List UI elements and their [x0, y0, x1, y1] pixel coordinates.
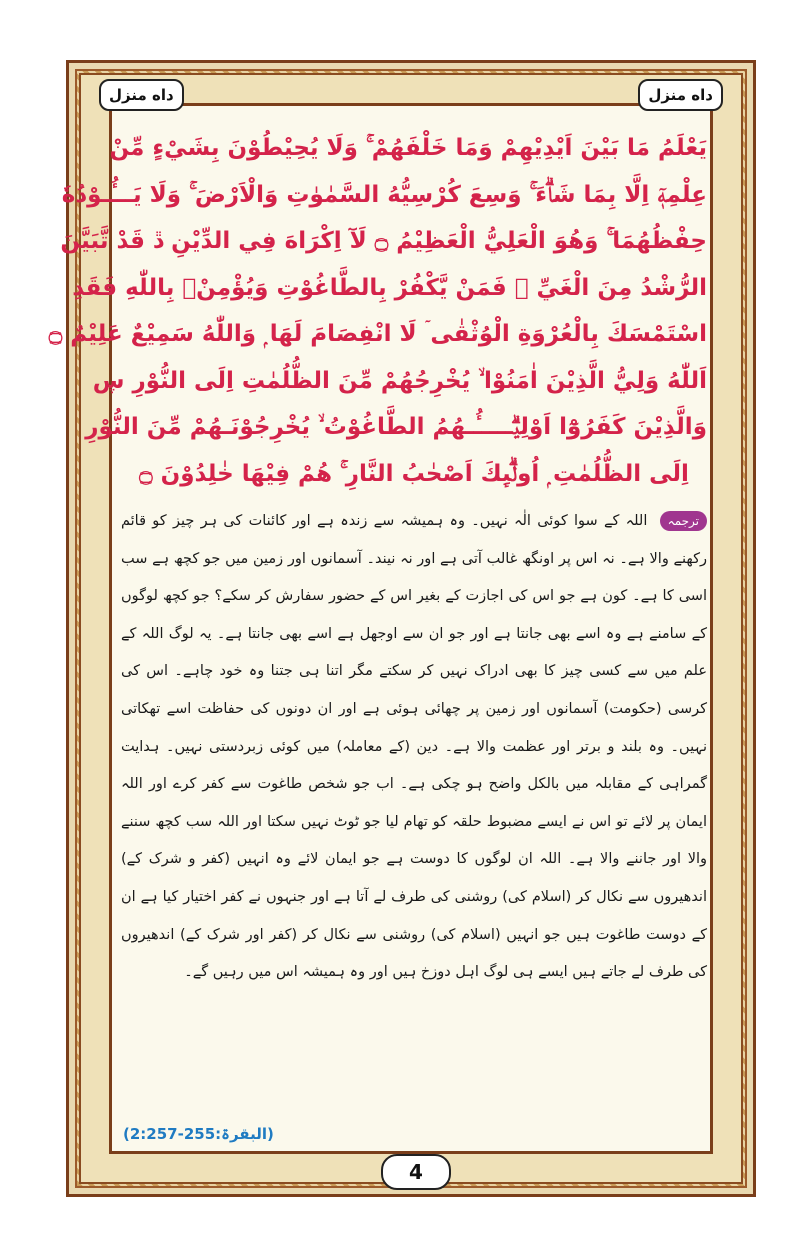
arabic-line-5: اسْتَمْسَكَ بِالْعُرْوَةِ الْوُثْقٰى ۤ لَا انْفِصَامَ لَهَا ۭ وَاللّٰهُ سَمِيْعٌ عَلِيْمٌ ۝	[48, 321, 707, 347]
arabic-line-3: حِفْظُهُمَا ۚ وَھُوَ الْعَلِيُّ الْعَظِيْمُ ۝ لَآ اِكْرَاهَ فِي الدِّيْنِ ڐ قَدْ تَّبَيَّنَ	[60, 228, 707, 254]
urdu-translation	[121, 503, 707, 992]
arabic-line-4: الرُّشْدُ مِنَ الْغَيِّ ۚ فَمَنْ يَّكْفُرْ بِالطَّاغُوْتِ وَيُؤْمِنْۢ بِاللّٰهِ فَقَدِ	[72, 274, 707, 301]
verse-reference: (2:البقرۃ:255-257)	[123, 1125, 274, 1143]
manzil-label-left: داه منزل	[99, 79, 184, 111]
page-number: 4	[381, 1154, 451, 1190]
arabic-line-1: يَعْلَمُ مَا بَيْنَ اَيْدِيْهِمْ وَمَا خَلْفَهُمْ ۚ وَلَا يُحِيْطُوْنَ بِشَيْءٍ مِّنْ	[109, 135, 707, 161]
manzil-label-right: داه منزل	[638, 79, 723, 111]
page-content	[48, 125, 707, 1135]
translation-badge: ترجمہ	[660, 511, 707, 531]
arabic-line-7: وَالَّذِيْنَ كَفَرُوْٓا اَوْلِيٰۗـــــُٔـھُمُ الطَّاغُوْتُ ۙ يُخْرِجُوْنَـھُمْ مِّنَ النُّوْرِ	[85, 414, 707, 440]
translation-text: اللہ کے سوا کوئی الٰہ نہیں۔ وہ ہمیشہ سے زندہ ہے اور کائنات کی ہر چیز کو قائم رکھنے والا ہے۔ نہ اس پر اونگھ غالب آتی ہے اور نہ نیند۔ آسمانوں اور زمین میں جو کچھ ہے سب اسی کا ہے۔ کون ہے جو اس کی اجازت کے بغیر اس کے حضور سفارش کر سکے؟ جو کچھ لوگوں کے سامنے ہے وہ اسے بھی جانتا ہے اور جو ان سے اوجھل ہے اسے بھی جانتا ہے۔ یہ لوگ اللہ کے علم میں سے کسی چیز کا بھی ادراک نہیں کر سکتے مگر اتنا ہی جتنا وہ خود چاہے۔ اس کی کرسی (حکومت) آسمانوں اور زمین پر چھائی ہوئی ہے اور ان دونوں کی حفاظت اسے تھکاتی نہیں۔ وہ بلند و برتر اور عظمت والا ہے۔ دین (کے معاملہ) میں کوئی زبردستی نہیں۔ ہدایت گمراہی کے مقابلہ میں بالکل واضح ہو چکی ہے۔ اب جو شخص طاغوت سے کفر کرے اور اللہ ایمان پر لائے تو اس نے ایسے مضبوط حلقہ کو تھام لیا جو ٹوٹ نہیں سکتا اور اللہ سب کچھ سننے والا اور جاننے والا ہے۔ اللہ ان لوگوں کا دوست ہے جو ایمان لائے وہ انہیں (کفر و شرک کے) اندھیروں سے نکال کر (اسلام کی) روشنی کی طرف لے آتا ہے اور جنہوں نے کفر اختیار کیا ہے ان کے دوست طاغوت ہیں جو انہیں (اسلام کی) روشنی سے نکال کر (کفر اور شرک کے) اندھیروں کی طرف لے جاتے ہیں ایسے ہی لوگ اہل دوزخ ہیں اور وہ ہمیشہ اس میں رہیں گے۔	[121, 513, 707, 981]
page-frame	[48, 60, 756, 1197]
arabic-line-2: عِلْمِهٖٓ اِلَّا بِمَا شَاۗءَ ۚ وَسِعَ كُرْسِيُّهُ السَّمٰوٰتِ وَالْاَرْضَ ۚ وَلَا يَـــُٔـوْدُهٗ	[61, 181, 707, 208]
arabic-line-8: اِلَى الظُّلُمٰتِ ۭ اُولٰۗىِٕكَ اَصْحٰبُ النَّارِ ۚ ھُمْ فِيْهَا خٰلِدُوْنَ ۝	[139, 460, 689, 487]
arabic-line-6: اَللّٰهُ وَلِيُّ الَّذِيْنَ اٰمَنُوْا ۙ يُخْرِجُهُمْ مِّنَ الظُّلُمٰتِ اِلَى النُّوْرِ ڛ	[92, 367, 707, 394]
